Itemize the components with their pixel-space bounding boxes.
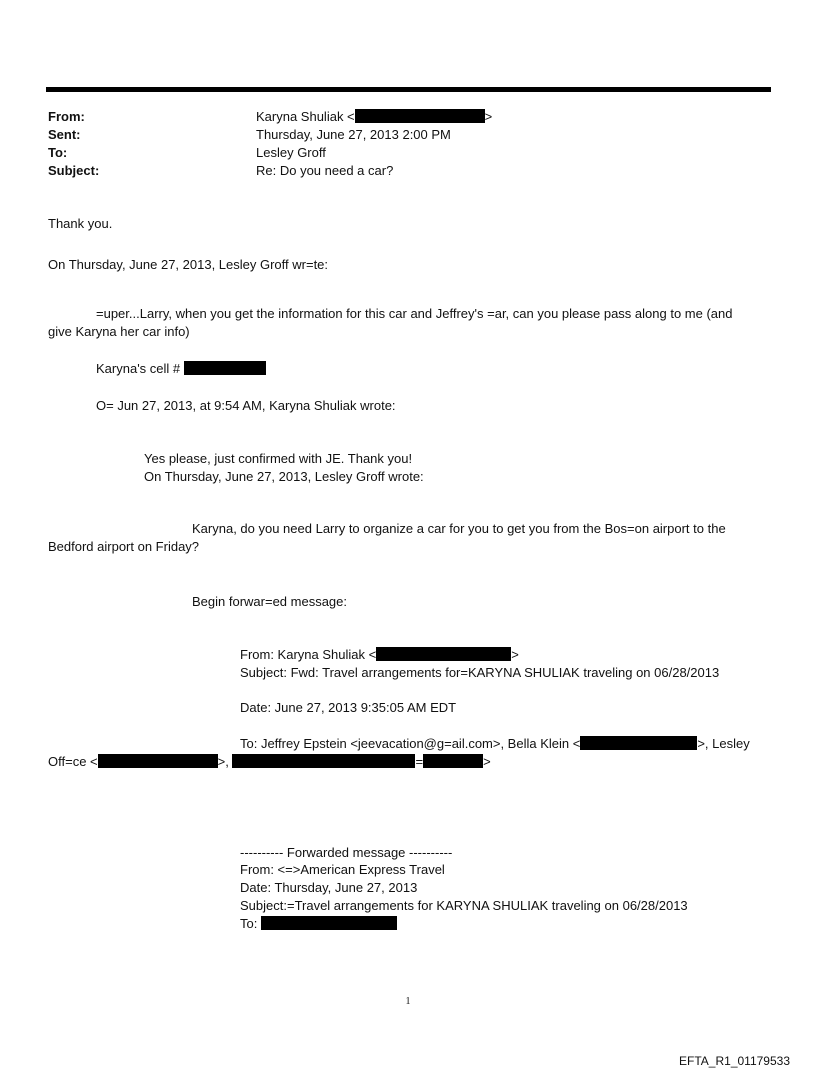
redaction-box bbox=[184, 361, 266, 375]
begin-forwarded: Begin forwar=ed message: bbox=[192, 594, 348, 609]
fwd-to-line1 bbox=[240, 736, 750, 751]
fm-subject: Subject:=Travel arrangements for KARYNA SHULIAK traveling on 06/28/2013 bbox=[240, 898, 688, 913]
from-label: From: bbox=[48, 109, 85, 124]
fm-from: From: <=>American Express Travel bbox=[240, 862, 445, 877]
redaction-box bbox=[376, 647, 511, 661]
redaction-box bbox=[355, 109, 485, 123]
from-name: Karyna Shuliak < bbox=[256, 109, 355, 124]
from-close: > bbox=[484, 109, 493, 124]
fwd-date: Date: June 27, 2013 9:35:05 AM EDT bbox=[240, 700, 457, 715]
quote-intro-1: On Thursday, June 27, 2013, Lesley Groff wr=te: bbox=[48, 257, 329, 272]
to-value: Lesley Groff bbox=[256, 145, 326, 160]
page-number: 1 bbox=[405, 996, 411, 1007]
redaction-box bbox=[98, 754, 218, 768]
fwd-to-sep: >, bbox=[217, 754, 229, 769]
fwd-to-line2 bbox=[48, 754, 491, 769]
subject-value: Re: Do you need a car? bbox=[256, 163, 394, 178]
cell-line bbox=[96, 361, 266, 376]
para1-line1: =uper...Larry, when you get the information for this car and Jeffrey's =ar, can you please pass along to me (and bbox=[96, 306, 733, 321]
fm-date: Date: Thursday, June 27, 2013 bbox=[240, 880, 418, 895]
header-rule bbox=[46, 87, 771, 92]
fwd-to-eq: = bbox=[415, 754, 424, 769]
fwd-from-close: > bbox=[511, 647, 519, 662]
question-line2: Bedford airport on Friday? bbox=[48, 539, 200, 554]
fm-to-label: To: bbox=[240, 916, 258, 931]
sent-label: Sent: bbox=[48, 127, 81, 142]
yes-please-text: Yes please, just confirmed with JE. Thank you! bbox=[144, 451, 413, 466]
fwd-to-text: To: Jeffrey Epstein <jeevacation@g=ail.com>, Bella Klein < bbox=[240, 736, 581, 751]
redaction-box bbox=[232, 754, 415, 768]
fwd-to-tail: >, Lesley bbox=[697, 736, 750, 751]
cell-label: Karyna's cell # bbox=[96, 361, 181, 376]
from-value bbox=[256, 109, 492, 124]
fwd-from bbox=[240, 647, 519, 662]
fwd-subject: Subject: Fwd: Travel arrangements for=KARYNA SHULIAK traveling on 06/28/2013 bbox=[240, 665, 720, 680]
fwd-to-office: Off=ce < bbox=[48, 754, 98, 769]
redaction-box bbox=[261, 916, 397, 930]
quote-intro-2: O= Jun 27, 2013, at 9:54 AM, Karyna Shuliak wrote: bbox=[96, 398, 396, 413]
fwd-from-text: From: Karyna Shuliak < bbox=[240, 647, 377, 662]
para1-line2: give Karyna her car info) bbox=[48, 324, 190, 339]
redaction-box bbox=[423, 754, 483, 768]
subject-label: Subject: bbox=[48, 163, 100, 178]
thank-you-text: Thank you. bbox=[48, 216, 113, 231]
fwd-to-close: > bbox=[483, 754, 491, 769]
forwarded-divider: ---------- Forwarded message ---------- bbox=[240, 845, 453, 860]
sent-value: Thursday, June 27, 2013 2:00 PM bbox=[256, 127, 451, 142]
to-label: To: bbox=[48, 145, 68, 160]
document-id: EFTA_R1_01179533 bbox=[679, 1054, 790, 1068]
question-line1: Karyna, do you need Larry to organize a car for you to get you from the Bos=on airport to the bbox=[192, 521, 726, 536]
fm-to bbox=[240, 916, 397, 931]
redaction-box bbox=[580, 736, 697, 750]
quote-intro-3: On Thursday, June 27, 2013, Lesley Groff wrote: bbox=[144, 469, 424, 484]
